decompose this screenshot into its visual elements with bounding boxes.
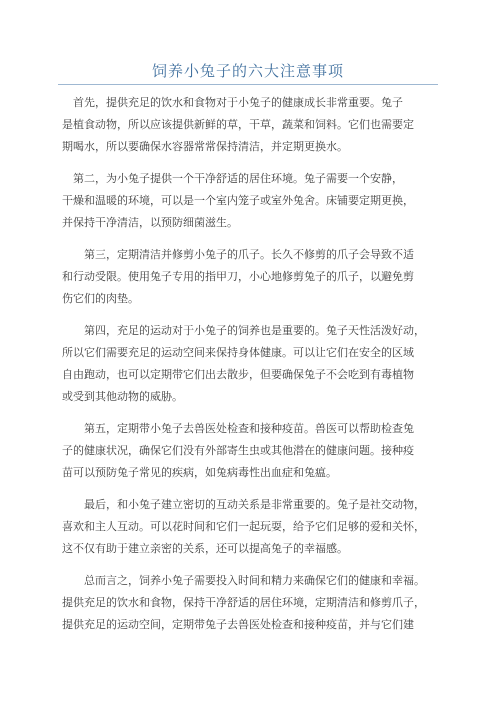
paragraph-line: 首先，提供充足的饮水和食物对于小兔子的健康成长非常重要。兔子 bbox=[73, 96, 403, 109]
paragraph-line: 喜欢和主人互动。可以花时间和它们一起玩耍，给予它们足够的爱和关怀， bbox=[62, 520, 425, 533]
paragraph-line: 或受到其他动物的威胁。 bbox=[62, 390, 183, 403]
paragraph-line: 期喝水，所以要确保水容器常常保持清洁，并定期更换水。 bbox=[62, 140, 348, 153]
paragraph-line: 子的健康状况，确保它们没有外部寄生虫或其他潜在的健康问题。接种疫 bbox=[62, 444, 414, 457]
paragraph-line: 提供充足的饮水和食物，保持干净舒适的居住环境，定期清洁和修剪爪子， bbox=[62, 596, 425, 609]
paragraph-line: 第二，为小兔子提供一个干净舒适的居住环境。兔子需要一个安静， bbox=[73, 172, 403, 185]
paragraph-line: 第三，定期清洁并修剪小兔子的爪子。长久不修剪的爪子会导致不适 bbox=[84, 248, 414, 261]
paragraph-line: 和行动受限。使用兔子专用的指甲刀，小心地修剪兔子的爪子，以避免剪 bbox=[62, 270, 414, 283]
paragraph-line: 并保持干净清洁，以预防细菌滋生。 bbox=[62, 216, 238, 229]
paragraph-line: 干燥和温暖的环境，可以是一个室内笼子或室外兔舍。床铺要定期更换， bbox=[62, 194, 414, 207]
paragraph-line: 所以它们需要充足的运动空间来保持身体健康。可以让它们在安全的区域 bbox=[62, 346, 414, 359]
title-underline bbox=[58, 84, 438, 85]
document-title: 饲养小兔子的六大注意事项 bbox=[151, 62, 344, 80]
paragraph-line: 最后，和小兔子建立密切的互动关系是非常重要的。兔子是社交动物， bbox=[84, 498, 425, 511]
paragraph-line: 总而言之，饲养小兔子需要投入时间和精力来确保它们的健康和幸福。 bbox=[84, 574, 425, 587]
paragraph-line: 提供充足的运动空间，定期带兔子去兽医处检查和接种疫苗，并与它们建 bbox=[62, 618, 414, 631]
paragraph-line: 是植食动物，所以应该提供新鲜的草，干草，蔬菜和饲料。它们也需要定 bbox=[62, 118, 414, 131]
paragraph-line: 苗可以预防兔子常见的疾病，如兔病毒性出血症和兔瘟。 bbox=[62, 466, 337, 479]
paragraph-line: 第四，充足的运动对于小兔子的饲养也是重要的。兔子天性活泼好动， bbox=[84, 324, 425, 337]
paragraph-line: 第五，定期带小兔子去兽医处检查和接种疫苗。兽医可以帮助检查兔 bbox=[84, 422, 414, 435]
paragraph-line: 自由跑动，也可以定期带它们出去散步，但要确保兔子不会吃到有毒植物 bbox=[62, 368, 414, 381]
paragraph-line: 伤它们的肉垫。 bbox=[62, 292, 139, 305]
paragraph-line: 这不仅有助于建立亲密的关系，还可以提高兔子的幸福感。 bbox=[62, 542, 348, 555]
